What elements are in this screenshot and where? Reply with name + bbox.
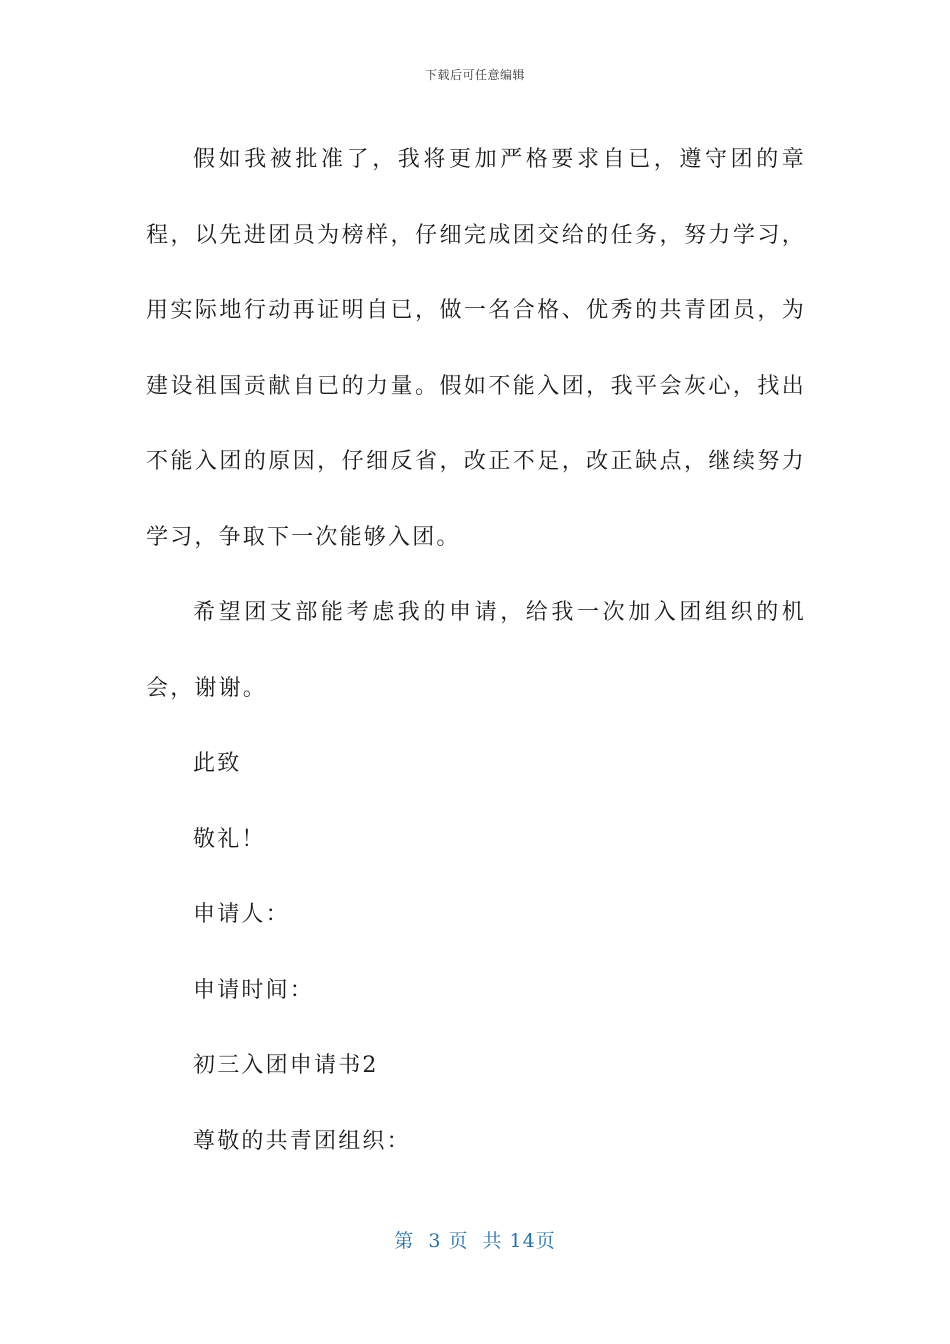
greeting: 尊敬的共青团组织：	[193, 1128, 411, 1154]
applicant-label: 申请人：	[193, 902, 290, 927]
page-indicator: 第 3 页 共 14页	[394, 1230, 556, 1252]
document-body	[146, 122, 806, 1179]
closing-respect: 敬礼！	[193, 826, 266, 852]
application-date-label: 申请时间：	[193, 977, 315, 1003]
paragraph-request: 希望团支部能考虑我的申请，给我一次加入团组织的机会，谢谢。	[146, 600, 806, 701]
paragraph-commitment: 假如我被批准了，我将更加严格要求自已，遵守团的章程，以先进团员为榜样，仔细完成团交给的任务，努力学习，用实际地行动再证明自已，做一名合格、优秀的共青团员，为建设祖国贡献自已的力量。假如不能入团，我平会灰心，找出不能入团的原因，仔细反省，改正不足，改正缺点，继续努力学习，争取下一次能够入团。	[146, 147, 806, 550]
closing-salutation: 此致	[193, 751, 242, 776]
header-note: 下载后可任意编辑	[424, 68, 525, 82]
section-title: 初三入团申请书2	[193, 1053, 379, 1078]
